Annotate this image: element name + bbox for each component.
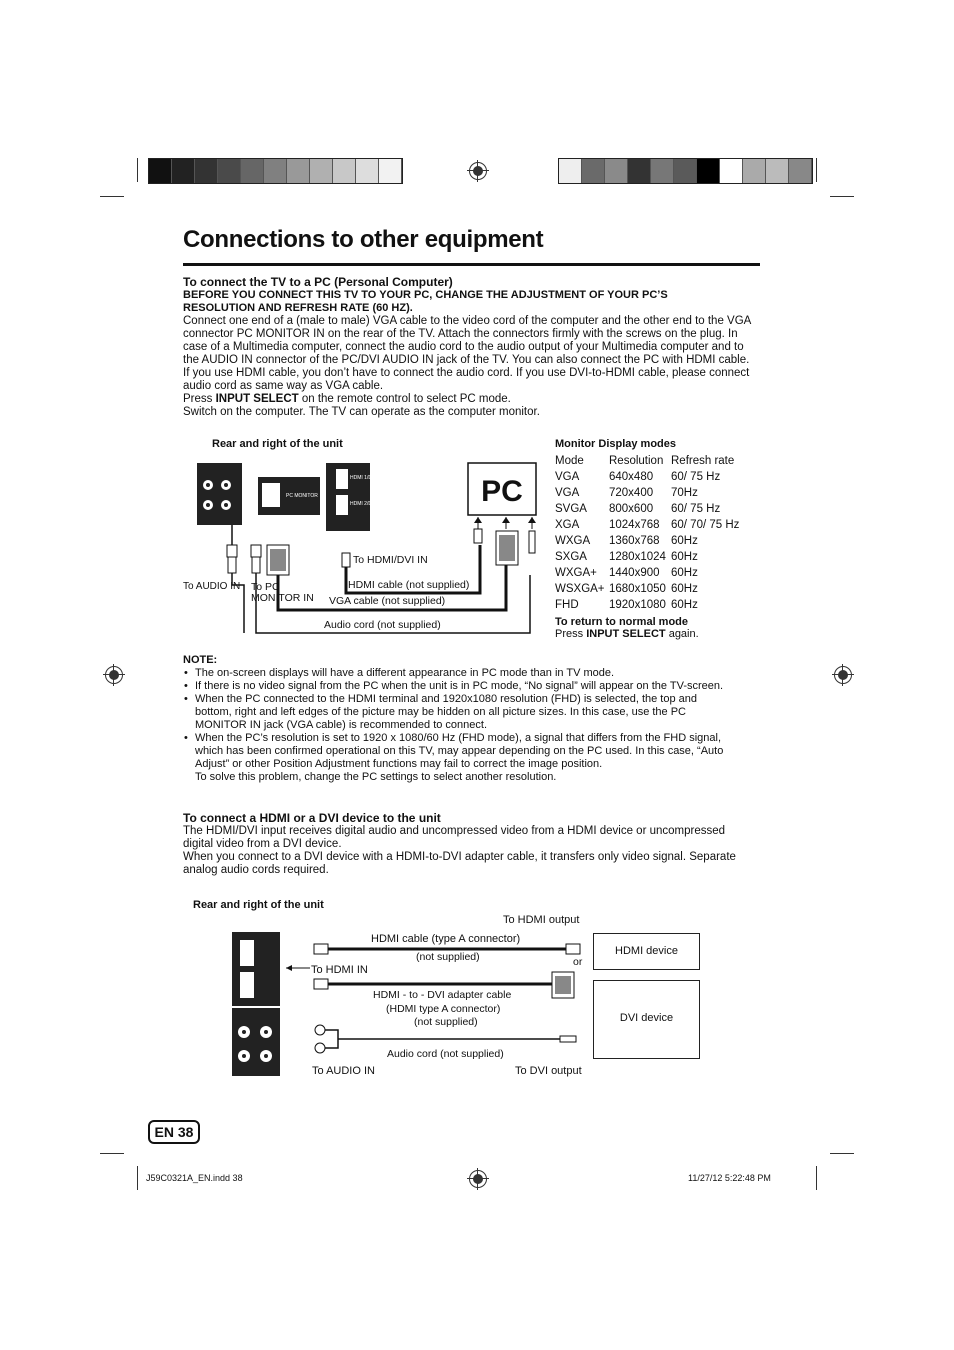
mode-cell: 720x400 — [609, 487, 654, 499]
note-item — [195, 732, 758, 784]
mode-cell: 1680x1050 — [609, 583, 666, 595]
hdmi1-tag: HDMI 1/DVI — [350, 475, 377, 481]
calibration-swatch — [582, 159, 605, 183]
calibration-swatch — [310, 159, 333, 183]
calibration-swatch — [356, 159, 379, 183]
mode-cell: 60Hz — [671, 551, 698, 563]
calibration-swatch — [218, 159, 241, 183]
dvi-device-label: DVI device — [619, 1012, 674, 1024]
crop-mark — [830, 1153, 854, 1154]
registration-mark-icon — [469, 1170, 487, 1188]
mode-row — [555, 581, 743, 597]
crop-mark — [100, 196, 124, 197]
calibration-swatch — [195, 159, 218, 183]
press-bold: INPUT SELECT — [215, 393, 299, 405]
calibration-swatch — [172, 159, 195, 183]
switch-line: Switch on the computer. The TV can operate as the computer monitor. — [183, 406, 540, 418]
page-title: Connections to other equipment — [183, 226, 544, 253]
hdmi-panel — [232, 932, 280, 1006]
diagram2-caption: Rear and right of the unit — [193, 899, 324, 911]
modes-header-row — [555, 453, 743, 469]
audio-cord-label: Audio cord (not supplied) — [387, 1048, 504, 1060]
calibration-swatch — [651, 159, 674, 183]
hdmi-body — [183, 825, 763, 877]
registration-mark-icon — [469, 162, 487, 180]
mode-row — [555, 517, 743, 533]
mode-row — [555, 565, 743, 581]
hdmi-section-heading: To connect a HDMI or a DVI device to the unit — [183, 811, 441, 825]
note-line: To solve this problem, change the PC settings to select another resolution. — [195, 771, 557, 783]
hdmi2-tag: HDMI 2/DVI — [350, 501, 377, 507]
return-bold: INPUT SELECT — [586, 628, 666, 640]
calibration-swatch — [379, 159, 402, 183]
to-hdmi-output-label: To HDMI output — [503, 914, 580, 926]
diagram1-caption: Rear and right of the unit — [212, 438, 343, 450]
registration-mark-icon — [105, 666, 123, 684]
notes — [183, 654, 758, 784]
mode-cell: WSXGA+ — [555, 583, 605, 595]
mode-row — [555, 501, 743, 517]
calibration-swatch — [766, 159, 789, 183]
note-line: Adjust” or other Position Adjustment functions may fail to correct the image position. — [195, 758, 603, 770]
notes-list — [183, 667, 758, 784]
pc-section-heading: To connect the TV to a PC (Personal Computer) — [183, 275, 453, 289]
mode-cell: 70Hz — [671, 487, 698, 499]
calibration-swatch — [789, 159, 812, 183]
return-title: To return to normal mode — [555, 616, 689, 628]
note-line: bottom, right and left edges of the picture may be hidden on all picture sizes. In this case, use the PC — [195, 706, 686, 718]
crop-mark — [816, 158, 817, 182]
calibration-swatch — [333, 159, 356, 183]
note-line: • When the PC connected to the HDMI terminal and 1920x1080 resolution (FHD) is selected, the top and — [195, 693, 697, 705]
mode-cell: 60/ 75 Hz — [671, 471, 721, 483]
mode-cell: SXGA — [555, 551, 587, 563]
note-line: • The on-screen displays will have a different appearance in PC mode than in TV mode. — [195, 667, 615, 679]
to-audio-in-label: To AUDIO IN — [312, 1065, 375, 1077]
mode-cell: 1024x768 — [609, 519, 660, 531]
mode-row — [555, 533, 743, 549]
rear-panel-audio — [232, 1008, 280, 1076]
note-line: MONITOR IN jack (VGA cable) is recommended to connect. — [195, 719, 488, 731]
mode-cell: 1280x1024 — [609, 551, 666, 563]
pc-body-line: If you use HDMI cable, you don’t have to connect the audio cord. If you use DVI-to-HDMI cable, please connect — [183, 367, 750, 379]
pc-label: PC — [481, 475, 523, 508]
rear-panel-audio — [197, 463, 242, 525]
adapter-label: (HDMI type A connector) — [386, 1003, 501, 1015]
mode-cell: 60Hz — [671, 599, 698, 611]
note-item — [195, 667, 758, 680]
crop-mark — [816, 1166, 817, 1190]
hdmi-body-line: analog audio cords required. — [183, 864, 329, 876]
adapter-label: HDMI - to - DVI adapter cable — [373, 989, 512, 1001]
calibration-swatch — [241, 159, 264, 183]
footer-file: J59C0321A_EN.indd 38 — [146, 1173, 243, 1183]
return-suffix: again. — [665, 628, 699, 640]
note-line: • When the PC’s resolution is set to 1920 x 1080/60 Hz (FHD mode), a signal that differs from the FHD signal, — [195, 732, 722, 744]
or-label: or — [573, 956, 583, 968]
pc-connection-diagram — [180, 455, 540, 640]
audio-cord-label: Audio cord (not supplied) — [324, 619, 441, 631]
mode-cell: WXGA+ — [555, 567, 597, 579]
to-hdmi-dvi-in-label: To HDMI/DVI IN — [353, 554, 428, 566]
hdmi-device-box — [593, 933, 700, 970]
crop-mark — [830, 196, 854, 197]
pc-body — [183, 315, 763, 393]
header-cell: Mode — [555, 455, 584, 467]
modes-title: Monitor Display modes — [555, 438, 677, 450]
hdmi-body-line: When you connect to a DVI device with a HDMI-to-DVI adapter cable, it transfers only video signal. Separate — [183, 851, 736, 863]
hdmi-section — [183, 812, 763, 877]
pc-warning-line: RESOLUTION AND REFRESH RATE (60 HZ). — [183, 302, 413, 314]
press-suffix: on the remote control to select PC mode. — [298, 393, 511, 405]
pc-body-line: connector PC MONITOR IN on the rear of the TV. Attach the connectors firmly with the screws on the plug. In — [183, 328, 738, 340]
hdmi-plug — [342, 553, 350, 567]
hdmi-cable-label: HDMI cable (type A connector) — [371, 933, 521, 945]
press-instruction — [183, 393, 763, 406]
mode-cell: 1360x768 — [609, 535, 660, 547]
pc-body-line: audio cord as same way as VGA cable. — [183, 380, 384, 392]
calibration-swatch — [674, 159, 697, 183]
pc-body-line: case of a Multimedia computer, connect the audio cord to the audio output of your Multimedia computer and to — [183, 341, 744, 353]
pc-section — [183, 276, 763, 419]
notes-title: NOTE: — [183, 654, 218, 666]
hdmi-device-label: HDMI device — [615, 945, 678, 957]
mode-row — [555, 485, 743, 501]
hdmi-body-line: The HDMI/DVI input receives digital audio and uncompressed video from a HDMI device or uncompressed — [183, 825, 726, 837]
mode-cell: 1920x1080 — [609, 599, 666, 611]
calibration-swatch — [287, 159, 310, 183]
mode-row — [555, 549, 743, 565]
mode-cell: 800x600 — [609, 503, 654, 515]
crop-mark — [137, 158, 138, 182]
note-line: which has been confirmed operational on this TV, may appear depending on the PC used. In this case, “Auto — [195, 745, 724, 757]
mode-cell: FHD — [555, 599, 579, 611]
monitor-in-label: MONITOR IN — [251, 592, 314, 604]
crop-mark — [137, 1166, 138, 1190]
mode-cell: SVGA — [555, 503, 587, 515]
calibration-swatch — [628, 159, 651, 183]
calibration-swatch — [605, 159, 628, 183]
to-audio-in-label: To AUDIO IN — [183, 581, 241, 592]
crop-mark — [100, 1153, 124, 1154]
calibration-bar-right — [558, 158, 813, 184]
header-cell: Refresh rate — [671, 455, 735, 467]
calibration-swatch — [697, 159, 720, 183]
calibration-swatch — [149, 159, 172, 183]
mode-cell: VGA — [555, 471, 580, 483]
pc-warning-line: BEFORE YOU CONNECT THIS TV TO YOUR PC, CHANGE THE ADJUSTMENT OF YOUR PC’S — [183, 289, 668, 301]
registration-mark-icon — [834, 666, 852, 684]
note-item — [195, 693, 758, 732]
return-instruction — [555, 628, 743, 640]
page-number: EN 38 — [148, 1120, 200, 1144]
pc-body-line: the AUDIO IN connector of the PC/DVI AUDIO IN jack of the TV. You can also connect the PC with HDMI cable. — [183, 354, 750, 366]
calibration-swatch — [720, 159, 743, 183]
hdmi-cable-label: HDMI cable (not supplied) — [348, 579, 470, 591]
mode-cell: 1440x900 — [609, 567, 660, 579]
mode-cell: 640x480 — [609, 471, 654, 483]
pc-monitor-tag: PC MONITOR — [286, 493, 318, 499]
calibration-swatch — [743, 159, 766, 183]
mode-cell: 60Hz — [671, 567, 698, 579]
to-pc-label: To PC — [251, 581, 280, 593]
mode-cell: 60Hz — [671, 535, 698, 547]
return-prefix: Press — [555, 628, 587, 640]
header-cell: Resolution — [609, 455, 664, 467]
pc-body-line: Connect one end of a (male to male) VGA cable to the video cord of the computer and the other end to the VGA — [183, 315, 752, 327]
hdmi-cable-label: (not supplied) — [416, 951, 480, 963]
mode-cell: 60/ 70/ 75 Hz — [671, 519, 740, 531]
mode-cell: 60Hz — [671, 583, 698, 595]
calibration-swatch — [559, 159, 582, 183]
calibration-swatch — [264, 159, 287, 183]
mode-cell: VGA — [555, 487, 580, 499]
mode-cell: WXGA — [555, 535, 591, 547]
mode-cell: 60/ 75 Hz — [671, 503, 721, 515]
hdmi-body-line: digital video from a DVI device. — [183, 838, 342, 850]
modes-table — [555, 453, 743, 613]
mode-row — [555, 597, 743, 613]
mode-cell: XGA — [555, 519, 580, 531]
to-hdmi-in-label: To HDMI IN — [311, 964, 368, 976]
to-dvi-output-label: To DVI output — [515, 1065, 582, 1077]
mode-row — [555, 469, 743, 485]
adapter-label: (not supplied) — [414, 1016, 478, 1028]
dvi-device-box — [593, 980, 700, 1059]
note-item — [195, 680, 758, 693]
monitor-modes — [555, 438, 743, 640]
press-prefix: Press — [183, 393, 216, 405]
footer-timestamp: 11/27/12 5:22:48 PM — [688, 1173, 771, 1183]
title-rule — [183, 263, 760, 266]
vga-cable-label: VGA cable (not supplied) — [329, 595, 446, 607]
calibration-bar-left — [148, 158, 403, 184]
note-line: • If there is no video signal from the PC when the unit is in PC mode, “No signal” will appear on the TV-screen. — [195, 680, 724, 692]
